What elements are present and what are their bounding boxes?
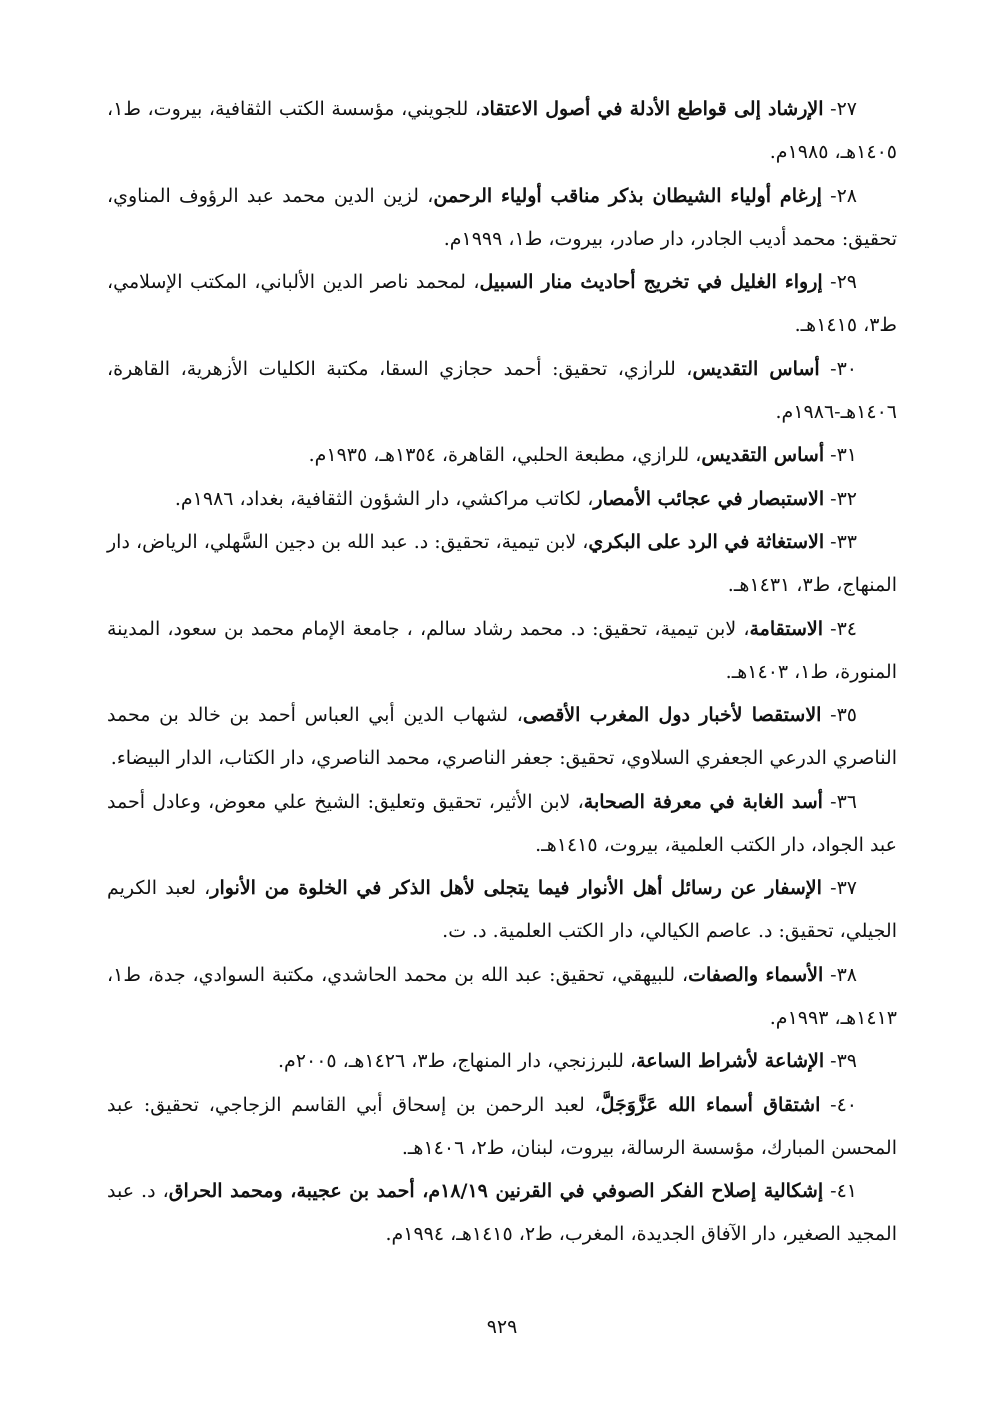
reference-entry-39 [107, 1040, 897, 1083]
entry-number: ٣٤ [836, 617, 857, 640]
entry-details: ، لشهاب الدين أبي العباس أحمد بن خالد بن محمد الناصري الدرعي الجعفري السلاوي، تحقيق: جعفر الناصري، محمد الناصري، دار الكتاب، الدار البيضاء. [107, 704, 897, 769]
reference-entry-29 [107, 261, 897, 347]
reference-entry-38 [107, 954, 897, 1040]
entry-title: الاستقصا لأخبار دول المغرب الأقصى [522, 704, 822, 726]
reference-entry-37 [107, 867, 897, 953]
entry-details: ، للجويني، مؤسسة الكتب الثقافية، بيروت، ط١، ١٤٠٥هـ، ١٩٨٥م. [107, 98, 897, 163]
reference-entry-40 [107, 1084, 897, 1170]
reference-entry-41 [107, 1170, 897, 1256]
entry-number: ٢٨ [836, 184, 857, 207]
entry-title: اشتقاق أسماء الله عَزَّوَجَلَّ [600, 1093, 821, 1116]
entry-number: ٣٣ [836, 531, 857, 553]
entry-title: الأسماء والصفات [688, 963, 824, 986]
entry-title: أساس التقديس [701, 444, 825, 466]
entry-details: ، لكاتب مراكشي، دار الشؤون الثقافية، بغداد، ١٩٨٦م. [174, 487, 594, 510]
reference-entry-33 [107, 521, 897, 607]
entry-number: ٤٠ [836, 1093, 857, 1116]
reference-entry-31 [107, 434, 897, 477]
entry-dash: - [823, 617, 837, 640]
entry-number: ٣٥ [836, 704, 857, 726]
entry-title: أسد الغابة في معرفة الصحابة [583, 790, 823, 813]
entry-number: ٣٢ [836, 487, 857, 510]
entry-number: ٢٧ [836, 98, 857, 120]
entry-dash: - [821, 877, 837, 899]
entry-title: الإشاعة لأشراط الساعة [636, 1050, 825, 1072]
reference-entry-34 [107, 608, 897, 694]
entry-dash: - [824, 531, 837, 553]
entry-title: الاستقامة [749, 617, 823, 640]
entry-dash: - [823, 98, 837, 120]
entry-details: ، د. عبد المجيد الصغير، دار الآفاق الجديدة، المغرب، ط٢، ١٤١٥هـ، ١٩٩٤م. [107, 1180, 897, 1245]
entry-details: ، لمحمد ناصر الدين الألباني، المكتب الإسلامي، ط٣، ١٤١٥هـ. [107, 271, 897, 336]
entry-details: ، لابن تيمية، تحقيق: د. محمد رشاد سالم، ، جامعة الإمام محمد بن سعود، المدينة المنورة، ط١، ١٤٠٣هـ. [107, 617, 897, 683]
entry-number: ٣١ [836, 444, 857, 466]
entry-title: إرواء الغليل في تخريج أحاديث منار السبيل [479, 271, 823, 293]
entry-number: ٣٦ [836, 790, 857, 813]
reference-entry-36 [107, 781, 897, 867]
entry-title: إشكالية إصلاح الفكر الصوفي في القرنين ١٨/١٩م، أحمد بن عجيبة، ومحمد الحراق [168, 1180, 824, 1202]
entry-dash: - [821, 184, 837, 207]
entry-title: الإسفار عن رسائل أهل الأنوار فيما يتجلى لأهل الذكر في الخلوة من الأنوار [210, 877, 822, 899]
entry-details: ، للرازي، تحقيق: أحمد حجازي السقا، مكتبة الكليات الأزهرية، القاهرة، ١٤٠٦هـ-١٩٨٦م. [107, 357, 897, 423]
entry-number: ٣٧ [836, 877, 857, 899]
entry-title: إرغام أولياء الشيطان بذكر مناقب أولياء الرحمن [433, 184, 822, 207]
entry-title: الإرشاد إلى قواطع الأدلة في أصول الاعتقاد [481, 98, 824, 120]
entry-number: ٣٠ [836, 357, 857, 380]
entry-details: ، لعبد الرحمن بن إسحاق أبي القاسم الزجاجي، تحقيق: عبد المحسن المبارك، مؤسسة الرسالة، بيروت، لبنان، ط٢، ١٤٠٦هـ. [107, 1093, 897, 1159]
entry-dash: - [824, 1050, 837, 1072]
entry-details: ، للبرزنجي، دار المنهاج، ط٣، ١٤٢٦هـ، ٢٠٠٥م. [277, 1050, 637, 1072]
reference-entry-30 [107, 348, 897, 434]
entry-title: الاستبصار في عجائب الأمصار [593, 487, 825, 510]
entry-details: ، للرازي، مطبعة الحلبي، القاهرة، ١٣٥٤هـ، ١٩٣٥م. [308, 444, 702, 466]
entry-dash: - [821, 704, 837, 726]
entry-number: ٣٨ [836, 963, 857, 986]
reference-entry-32 [107, 478, 897, 521]
reference-entry-27 [107, 88, 897, 174]
entry-dash: - [820, 1093, 837, 1116]
entry-dash: - [822, 790, 837, 813]
entry-dash: - [822, 271, 837, 293]
entry-details: ، لابن الأثير، تحقيق وتعليق: الشيخ علي معوض، وعادل أحمد عبد الجواد، دار الكتب العلمية، بيروت، ١٤١٥هـ. [107, 790, 897, 856]
entry-title: أساس التقديس [692, 357, 820, 380]
entry-dash: - [824, 444, 837, 466]
entry-dash: - [823, 1180, 837, 1202]
references-list [107, 88, 897, 1257]
reference-entry-35 [107, 694, 897, 780]
entry-number: ٤١ [836, 1180, 857, 1202]
reference-entry-28 [107, 175, 897, 261]
entry-details: ، للبيهقي، تحقيق: عبد الله بن محمد الحاشدي، مكتبة السوادي، جدة، ط١، ١٤١٣هـ، ١٩٩٣م. [107, 963, 897, 1029]
entry-details: ، لزين الدين محمد عبد الرؤوف المناوي، تحقيق: محمد أديب الجادر، دار صادر، بيروت، ط١، ١٩٩٩م. [107, 184, 897, 250]
entry-details: ، لابن تيمية، تحقيق: د. عبد الله بن دجين السَّهلي، الرياض، دار المنهاج، ط٣، ١٤٣١هـ. [107, 531, 897, 596]
entry-dash: - [823, 963, 837, 986]
entry-details: ، لعبد الكريم الجيلي، تحقيق: د. عاصم الكيالي، دار الكتب العلمية. د. ت. [107, 877, 897, 942]
entry-title: الاستغاثة في الرد على البكري [588, 531, 825, 553]
page-number: ٩٢٩ [486, 1316, 518, 1338]
entry-dash: - [819, 357, 837, 380]
entry-dash: - [824, 487, 837, 510]
entry-number: ٣٩ [836, 1050, 857, 1072]
entry-number: ٢٩ [836, 271, 857, 293]
